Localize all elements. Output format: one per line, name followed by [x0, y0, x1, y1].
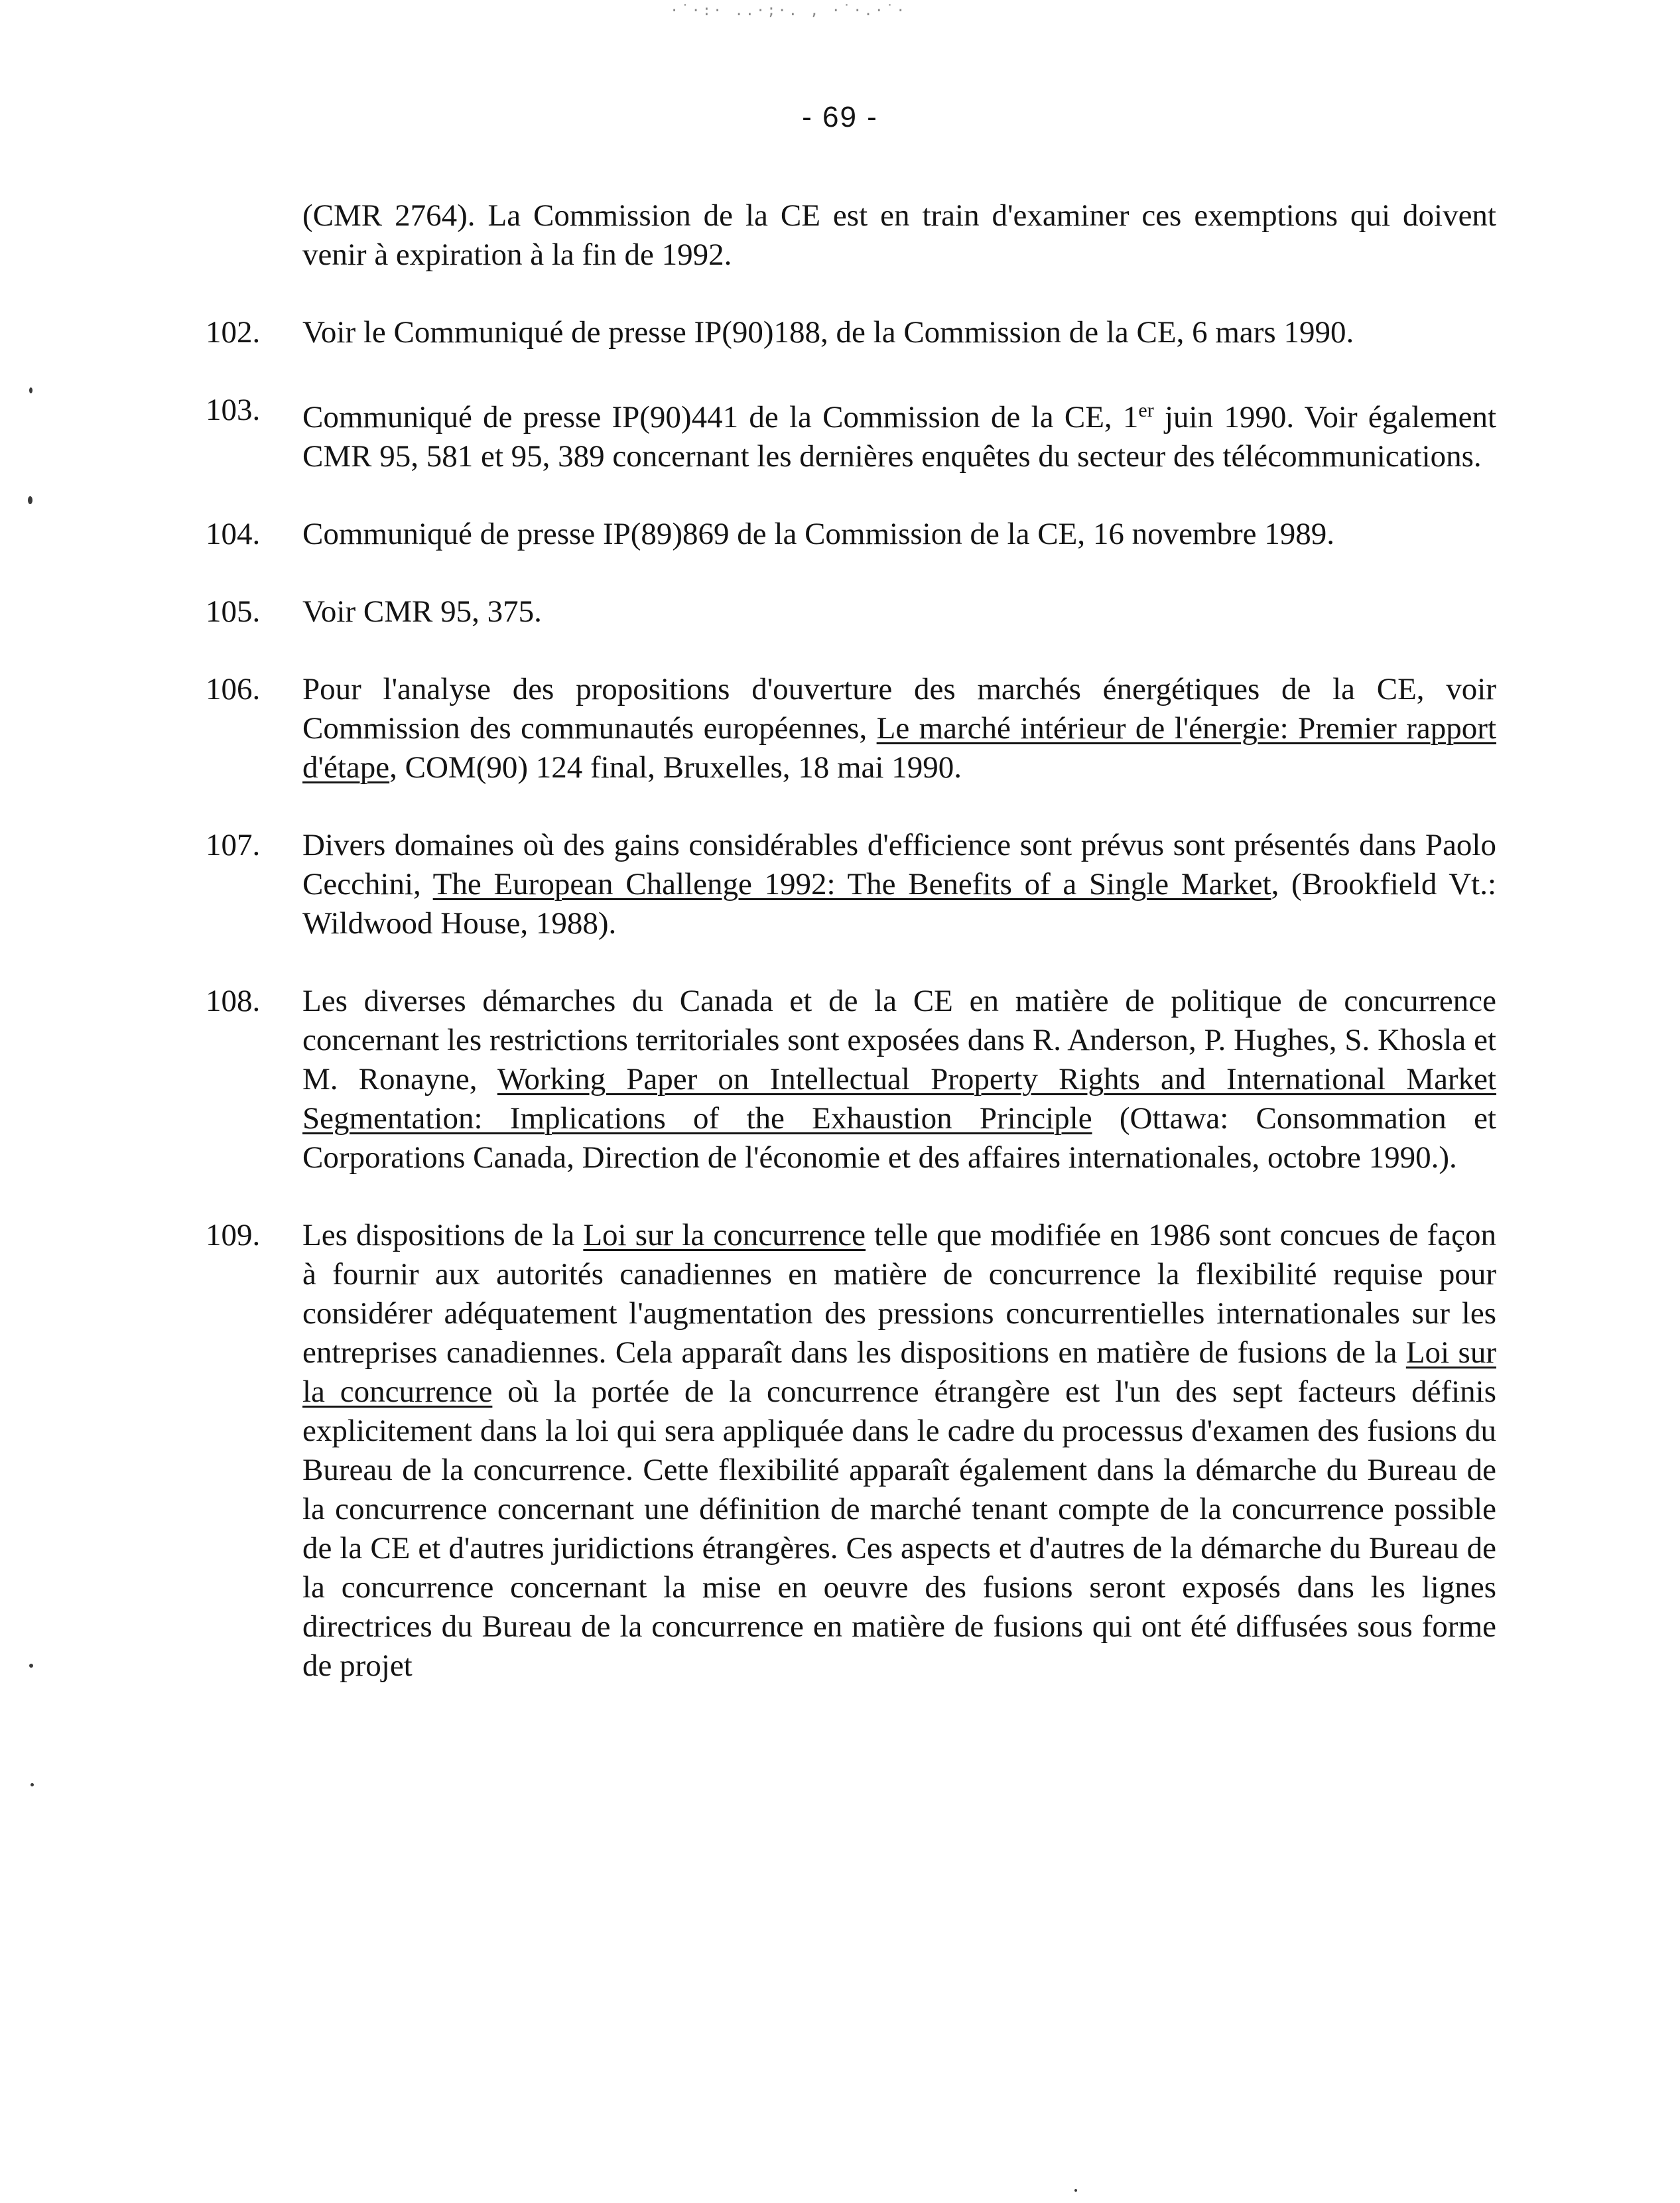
note-102	[0, 313, 1680, 352]
scan-speck	[28, 496, 32, 504]
note-number: 105.	[206, 594, 261, 629]
note-number: 103.	[206, 393, 261, 427]
superscript: er	[1138, 399, 1154, 421]
scan-speck	[1074, 2189, 1077, 2192]
note-text-part: où la portée de la concurrence étrangère est l'un des sept facteurs définis explicitement dans la loi qui sera appliquée dans le cadre du processus d'examen des fusions du Bureau de la concurrence. Cette flexibilité apparaît également dans la démarche du Bureau de la concurrence concernant une définition de marché tenant compte de la concurrence possible de la CE et d'autres juridictions étrangères. Ces aspects et d'autres de la démarche du Bureau de la concurrence concernant la mise en oeuvre des fusions seront exposés dans les lignes directrices du Bureau de la concurrence en matière de fusions qui ont été diffusées sous forme de projet	[302, 1374, 1497, 1683]
note-text: Communiqué de presse IP(89)869 de la Commission de la CE, 16 novembre 1989.	[302, 517, 1335, 551]
note-text-part: Les dispositions de la	[302, 1218, 584, 1252]
note-number: 106.	[206, 672, 261, 706]
note-text-part: Communiqué de presse IP(90)441 de la Commission de la CE, 1	[302, 400, 1139, 434]
note-104	[0, 515, 1680, 554]
note-text: Voir CMR 95, 375.	[302, 594, 542, 629]
cited-title: Working Paper on Intellectual Property Rights and International Market Segmentation: Implications of the Exhaustion Principle	[302, 1062, 1496, 1136]
scan-speck	[29, 387, 32, 393]
note-number: 108.	[206, 984, 261, 1018]
note-text	[302, 982, 1496, 1177]
note-number: 109.	[206, 1218, 261, 1252]
note-text-part: Divers domaines où des gains considérables d'efficience sont prévus sont présentés dans Paolo Cecchini,	[302, 828, 1496, 901]
scan-speck	[29, 1664, 33, 1668]
note-number: 102.	[206, 315, 261, 350]
note-continuation	[0, 196, 1680, 275]
cited-title: Loi sur la concurrence	[302, 1335, 1496, 1409]
note-text: Voir le Communiqué de presse IP(90)188, de la Commission de la CE, 6 mars 1990.	[302, 315, 1354, 350]
note-continuation-text: (CMR 2764). La Commission de la CE est en train d'examiner ces exemptions qui doivent venir à expiration à la fin de 1992.	[302, 198, 1496, 272]
note-text	[302, 1216, 1496, 1686]
note-109	[0, 1216, 1680, 1686]
note-text-part: juin 1990. Voir également CMR 95, 581 et 95, 389 concernant les dernières enquêtes du secteur des télécommunications.	[302, 400, 1496, 474]
note-number: 107.	[206, 828, 261, 862]
cited-title: Le marché intérieur de l'énergie: Premier rapport d'étape	[302, 711, 1497, 785]
cited-title: Loi sur la concurrence	[583, 1218, 866, 1252]
note-text	[302, 670, 1496, 787]
note-text-part: , (Brookfield Vt.: Wildwood House, 1988).	[302, 867, 1496, 941]
cited-title: The European Challenge 1992: The Benefits of a Single Market	[432, 867, 1271, 901]
scan-header-artifact: ·˙·:· ..·;·. , ·˙·.·˙·	[670, 3, 907, 19]
note-text-part: Pour l'analyse des propositions d'ouverture des marchés énergétiques de la CE, voir Commission des communautés européennes,	[302, 672, 1496, 746]
note-number: 104.	[206, 517, 261, 551]
page-number: - 69 -	[802, 101, 878, 133]
note-text-part: , COM(90) 124 final, Bruxelles, 18 mai 1990.	[389, 750, 962, 785]
scan-speck	[31, 1783, 34, 1786]
note-105	[0, 592, 1680, 632]
note-text-part: Les diverses démarches du Canada et de la CE en matière de politique de concurrence concernant les restrictions territoriales sont exposées dans R. Anderson, P. Hughes, S. Khosla et M. Ronayne,	[302, 984, 1496, 1097]
note-text-part: (Ottawa: Consommation et Corporations Canada, Direction de l'économie et des affaires internationales, octobre 1990.).	[302, 1101, 1496, 1175]
note-107	[0, 826, 1680, 943]
note-text-part: telle que modifiée en 1986 sont concues de façon à fournir aux autorités canadiennes en matière de concurrence la flexibilité requise pour considérer adéquatement l'augmentation des pressions concurrentielles internationales sur les entreprises canadiennes. Cela apparaît dans les dispositions en matière de fusions de la	[302, 1218, 1496, 1370]
note-106	[0, 670, 1680, 787]
note-108	[0, 982, 1680, 1177]
note-text	[302, 826, 1496, 943]
note-text	[302, 391, 1496, 476]
note-103	[0, 391, 1680, 476]
endnotes-list	[0, 196, 1680, 1724]
